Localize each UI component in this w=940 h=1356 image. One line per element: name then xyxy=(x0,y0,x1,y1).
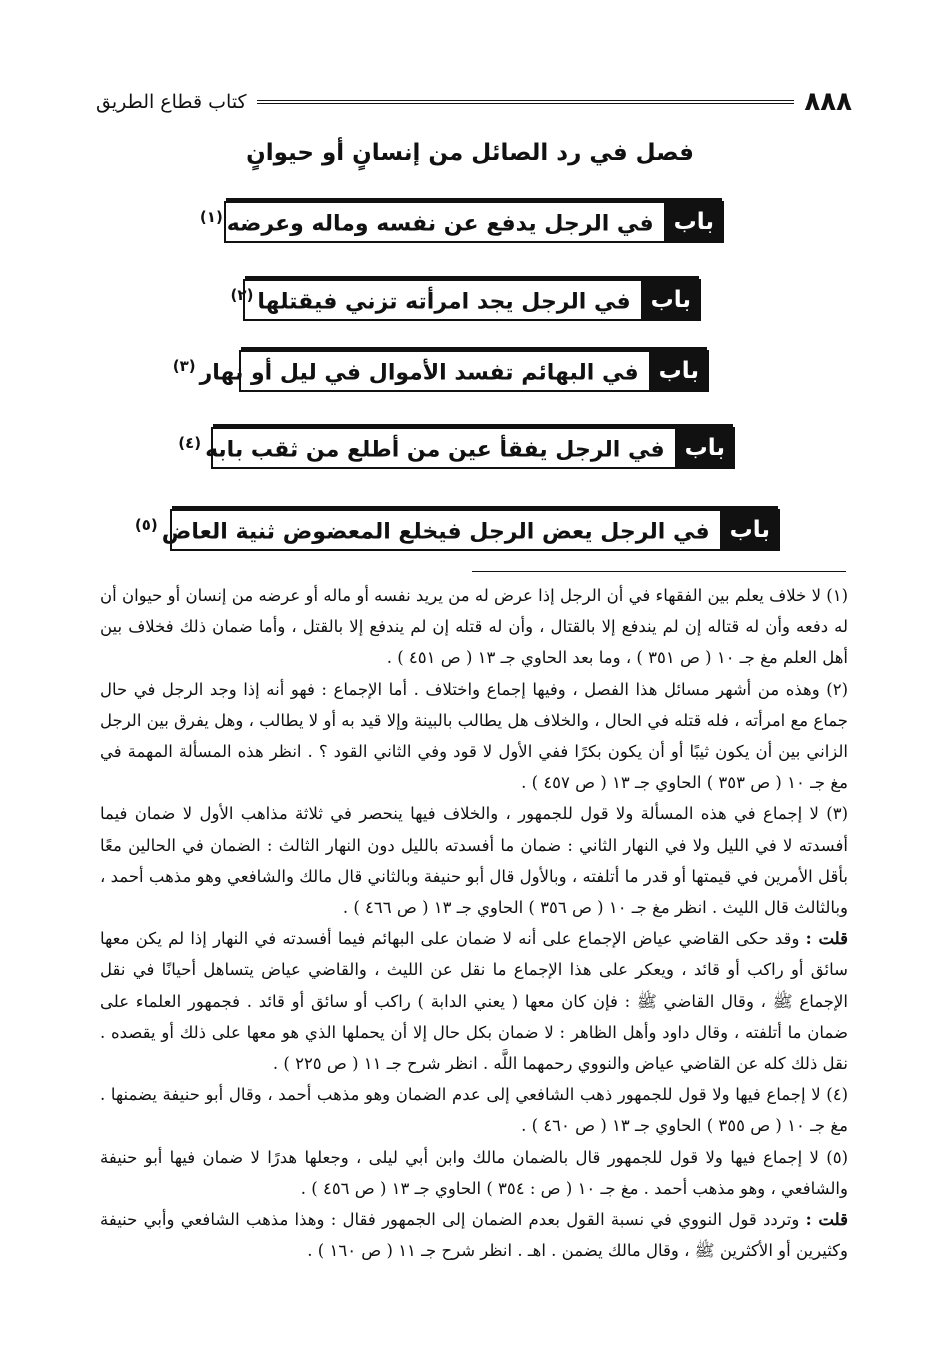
footnote-3: (٣) لا إجماع في هذه المسألة ولا قول للجمهور ، والخلاف فيها ينحصر في ثلاثة مذاهب الأول لا ضمان فيما أفسدته لا في الليل ولا في النهار الثاني : ضمان ما أفسدته بالليل دون النهار الثالث : الضمان في الحالين معًا بأقل الأمرين في قيمتها أو قدر ما أتلفته ، وبالأول قال أبو حنيفة وبالثاني قال مالك والشافعي وهو مذهب أحمد ، وبالثالث قال الليث . انظر مغ جـ ١٠ ( ص ٣٥٦ ) الحاوي جـ ١٣ ( ص ٤٦٦ ) . xyxy=(100,804,848,918)
footnote-4: (٤) لا إجماع فيها ولا قول للجمهور ذهب الشافعي إلى عدم الضمان وهو مذهب أحمد ، وقال أبو حنيفة يضمنها . مغ جـ ١٠ ( ص ٣٥٥ ) الحاوي جـ ١٣ ( ص ٤٦٠ ) . xyxy=(100,1085,848,1136)
chapter-title-text: في الرجل يجد امرأته تزني فيقتلها xyxy=(257,289,631,315)
chapter-title xyxy=(173,357,649,385)
chapter-heading xyxy=(178,427,735,469)
footnote-ref: (٤) xyxy=(178,433,202,452)
footnote-ref: (٢) xyxy=(230,285,254,304)
chapter-title-text: في البهائم تفسد الأموال في ليل أو نهار xyxy=(199,360,639,386)
chapter-title-text: في الرجل يدفع عن نفسه وماله وعرضه xyxy=(226,211,654,237)
footnote-separator xyxy=(472,571,846,572)
comment-label: قلت : xyxy=(805,1210,848,1230)
book-title: كتاب قطاع الطريق xyxy=(96,91,247,113)
footnote-ref: (٣) xyxy=(172,356,196,375)
comment-text: وقد حكى القاضي عياض الإجماع على أنه لا ضمان على البهائم فيما أفسدته في النهار إذا لم يكن معها سائق أو راكب أو قائد ، ويعكر على هذا الإجماع ما نقل عن الليث ، والقاضي عياض يتساهل أحيانًا في نقل الإجماع ﷺ ، وقال القاضي ﷺ : فإن كان معها ( يعني الدابة ) راكب أو سائق أو قائد . فجمهور العلماء على ضمان ما أتلفته ، وقال داود وأهل الظاهر : لا ضمان بكل حال إلا أن يحملها الذي هو معها على ذلك أو يقصده . نقل ذلك كله عن القاضي عياض والنووي رحمهما اللَّه . انظر شرح جـ ١١ ( ص ٢٢٥ ) . xyxy=(100,929,848,1074)
chapter-label: باب xyxy=(641,281,701,319)
chapter-heading xyxy=(230,279,701,321)
page-number: ٨٨٨ xyxy=(804,87,852,117)
footnote-ref: (٥) xyxy=(134,515,158,534)
comment-text: وتردد قول النووي في نسبة القول بعدم الضمان إلى الجمهور فقال : وهذا مذهب الشافعي وأبي حنيفة وكثيرين أو الأكثرين ﷺ ، وقال مالك يضمن . اهـ . انظر شرح جـ ١١ ( ص ١٦٠ ) . xyxy=(100,1210,848,1261)
chapter-title xyxy=(231,286,641,314)
chapter-title-text: في الرجل يعض الرجل فيخلع المعضوض ثنية العاض xyxy=(161,519,710,545)
chapter-label: باب xyxy=(720,511,780,549)
footnote-2: (٢) وهذه من أشهر مسائل هذا الفصل ، وفيها إجماع واختلاف . أما الإجماع : فهو أنه إذا وجد الرجل في حال جماع مع امرأته ، فله قتله في الحال ، والخلاف هل يطالب بالبينة وإلا قيد به أو لا يطالب ، وهل يفرق بين الرجل الزاني بين أن يكون ثيبًا أو أن يكون بكرًا ففي الأول لا قود وفي الثاني القود ؟ . انظر هذه المسألة المهمة في مغ جـ ١٠ ( ص ٣٥٣ ) الحاوي جـ ١٣ ( ص ٤٥٧ ) . xyxy=(100,679,848,793)
header-rule xyxy=(257,100,795,104)
chapter-label: باب xyxy=(675,429,735,467)
chapter-title-text: في الرجل يفقأ عين من أطلع من ثقب بابه xyxy=(205,437,665,463)
comment-label: قلت : xyxy=(805,929,848,949)
footnote-5: (٥) لا إجماع فيها ولا قول للجمهور قال بالضمان مالك وابن أبي ليلى ، وجعلها هدرًا لا ضمان فيها أبو حنيفة والشافعي ، وهو مذهب أحمد . مغ جـ ١٠ ( ص : ٣٥٤ ) الحاوي جـ ١٣ ( ص ٤٥٦ ) . xyxy=(100,1147,848,1198)
footnote-5-comment xyxy=(100,1204,848,1266)
footnote-1: (١) لا خلاف يعلم بين الفقهاء في أن الرجل إذا عرض له من يريد نفسه أو ماله أو عرضه من إنسان أو حيوان أن له دفعه وأن له قتاله إن لم يندفع إلا بالقتال ، وأن له قتله إن لم يندفع إلا بالقتل ، وأما ضمان ذلك فخلاف بين أهل العلم مغ جـ ١٠ ( ص ٣٥١ ) ، وما بعد الحاوي جـ ١٣ ( ص ٤٥١ ) . xyxy=(100,586,848,668)
chapter-label: باب xyxy=(649,352,709,390)
chapter-title xyxy=(200,208,664,236)
chapter-label: باب xyxy=(664,203,724,241)
chapter-heading xyxy=(199,201,724,243)
page-header xyxy=(96,84,852,120)
section-title: فصل في رد الصائل من إنسانٍ أو حيوانٍ xyxy=(246,140,694,166)
footnote-3-comment xyxy=(100,923,848,1079)
footnote-ref: (١) xyxy=(199,207,223,226)
chapter-heading xyxy=(172,350,709,392)
chapter-title xyxy=(135,516,720,544)
chapter-heading xyxy=(134,509,780,551)
chapter-title xyxy=(178,434,674,462)
footnotes xyxy=(100,580,848,1266)
